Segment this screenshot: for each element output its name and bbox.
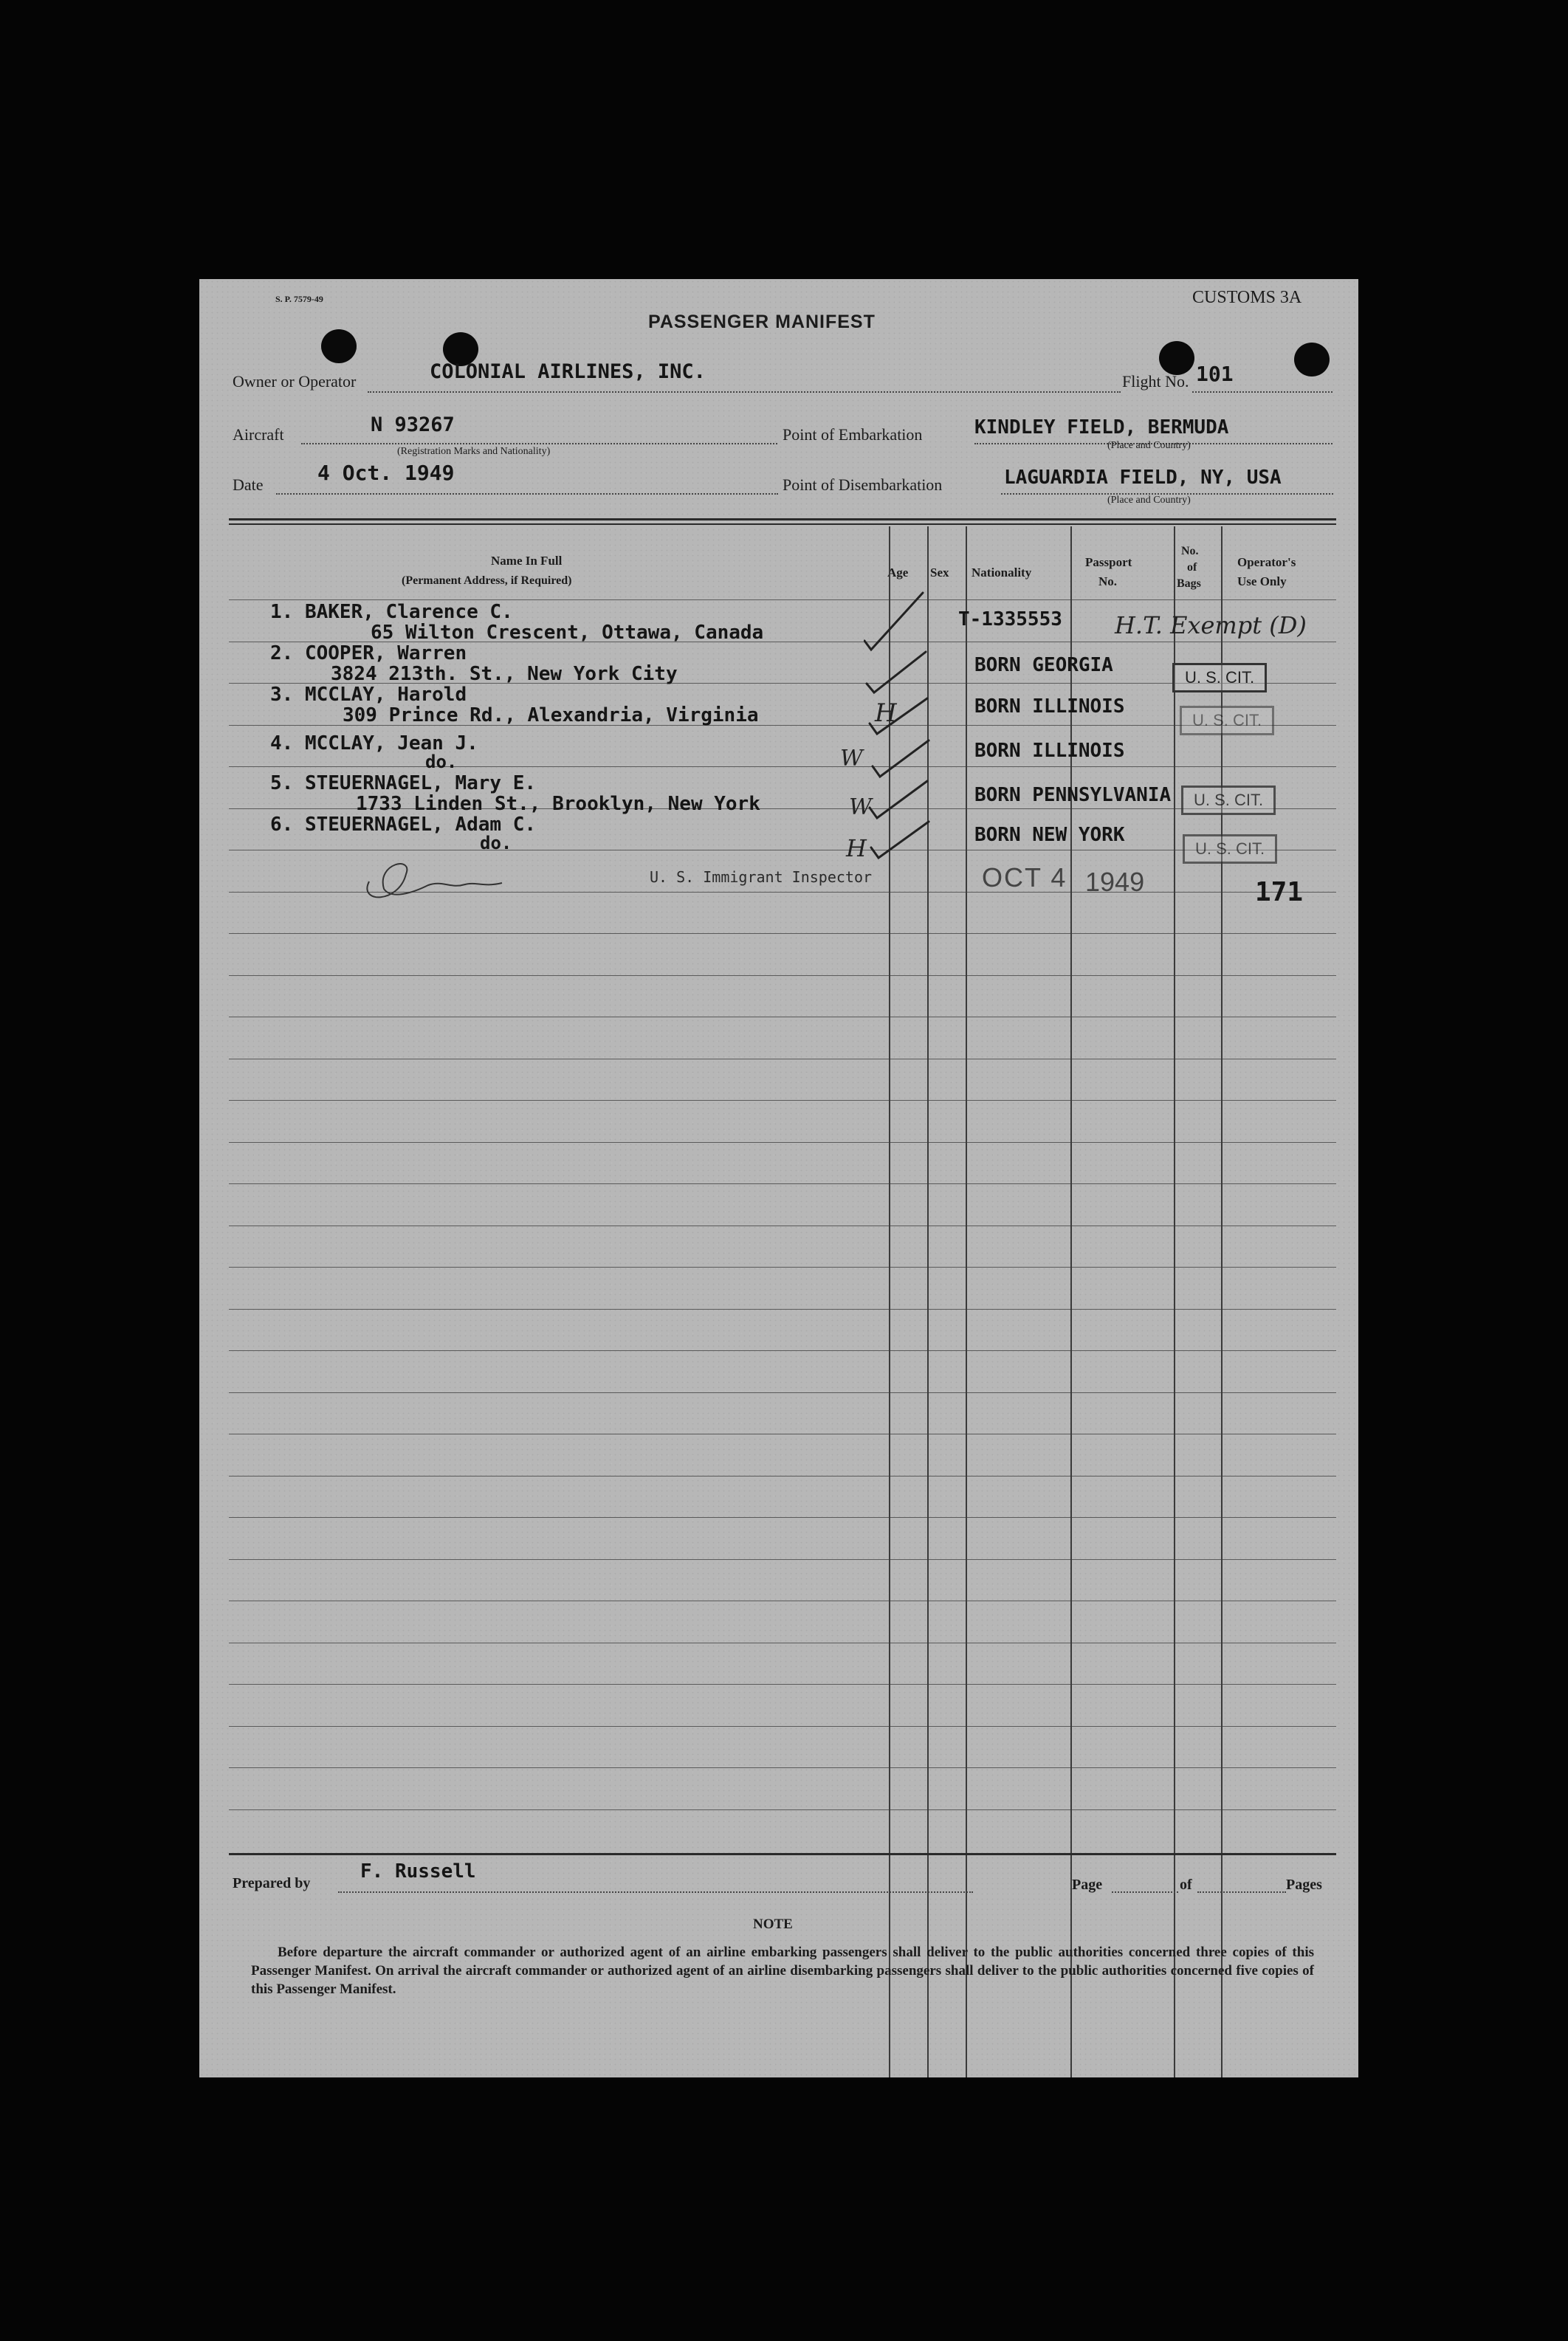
col-passport-header-2: No. <box>1098 574 1118 588</box>
col-age-header: Age <box>887 566 909 580</box>
aircraft-underline <box>301 443 777 444</box>
place-note-2: (Place and Country) <box>1107 495 1191 506</box>
header-rule <box>229 523 1336 525</box>
ruled-line <box>229 1392 1336 1393</box>
flight-label: Flight No. <box>1122 372 1189 391</box>
page-underline <box>1112 1891 1178 1893</box>
check-mark-icon <box>873 740 929 777</box>
passenger-6-address: do. <box>480 833 512 853</box>
col-bags-header: No. <box>1181 545 1199 557</box>
ruled-line <box>229 1517 1336 1518</box>
check-mark-icon <box>867 652 926 692</box>
manifest-sheet <box>199 279 1358 2077</box>
check-mark-icon <box>871 822 929 858</box>
embark-value: KINDLEY FIELD, BERMUDA <box>974 416 1229 439</box>
aircraft-label: Aircraft <box>233 425 284 444</box>
check-mark-icon <box>870 781 927 818</box>
col-name-sub: (Permanent Address, if Required) <box>402 574 572 587</box>
of-underline <box>1197 1891 1286 1893</box>
page-label: Page <box>1072 1877 1103 1893</box>
ruled-line <box>229 1100 1336 1101</box>
customs-label: CUSTOMS 3A <box>1192 288 1302 307</box>
col-bags-header-2: of <box>1187 561 1197 574</box>
disembark-label: Point of Disembarkation <box>783 475 943 494</box>
col-passport-header: Passport <box>1085 555 1132 569</box>
note-title: NOTE <box>753 1917 793 1932</box>
punch-hole <box>1159 341 1194 375</box>
passenger-2-name: 2. COOPER, Warren <box>270 642 467 664</box>
ruled-line <box>229 1726 1336 1727</box>
ruled-line <box>229 1225 1336 1226</box>
date-value: 4 Oct. 1949 <box>317 461 455 485</box>
aircraft-value: N 93267 <box>371 413 455 436</box>
punch-hole <box>321 329 357 363</box>
passenger-6-name: 6. STEUERNAGEL, Adam C. <box>270 814 537 836</box>
ruled-line <box>229 975 1336 976</box>
punch-hole <box>1294 343 1330 377</box>
check-mark-icon <box>870 698 927 734</box>
ruled-line <box>229 1809 1336 1810</box>
passenger-5-citizen-stamp: U. S. CIT. <box>1181 786 1276 815</box>
prepared-value: F. Russell <box>360 1860 476 1883</box>
disembark-value: LAGUARDIA FIELD, NY, USA <box>1004 467 1282 489</box>
ruled-line <box>229 1142 1336 1143</box>
place-note-1: (Place and Country) <box>1107 440 1191 451</box>
ruled-line <box>229 1267 1336 1268</box>
ruled-line <box>229 1767 1336 1768</box>
passenger-5-name: 5. STEUERNAGEL, Mary E. <box>270 772 537 794</box>
flight-underline <box>1192 391 1333 393</box>
passenger-6-sex: H <box>846 834 867 862</box>
col-operator-header: Operator's <box>1237 555 1296 569</box>
date-label: Date <box>233 475 264 494</box>
owner-label: Owner or Operator <box>233 372 357 391</box>
inspector-label: U. S. Immigrant Inspector <box>650 868 873 886</box>
passenger-3-name: 3. MCCLAY, Harold <box>270 684 467 706</box>
check-mark-icon <box>864 593 923 650</box>
passenger-6-citizen-stamp: U. S. CIT. <box>1183 834 1277 864</box>
ruled-line <box>229 1559 1336 1560</box>
ruled-line <box>229 1183 1336 1184</box>
pages-label: Pages <box>1286 1877 1322 1893</box>
passenger-2-address: 3824 213th. St., New York City <box>331 663 678 685</box>
col-bags-header-3: Bags <box>1177 577 1201 590</box>
inspection-stamp-year: 1949 <box>1085 867 1145 897</box>
ruled-line <box>229 933 1336 934</box>
passenger-5-nationality: BORN PENNSYLVANIA <box>974 784 1172 806</box>
ruled-line <box>229 1684 1336 1685</box>
header-rule <box>229 518 1336 520</box>
inspection-count: 171 <box>1255 877 1304 907</box>
age-check-marks <box>864 589 997 870</box>
registration-note: (Registration Marks and Nationality) <box>397 446 551 457</box>
prepared-label: Prepared by <box>233 1875 311 1891</box>
form-code: S. P. 7579-49 <box>275 294 323 304</box>
inspection-stamp-date: OCT 4 <box>982 862 1067 893</box>
ruled-line <box>229 766 1336 767</box>
form-title: PASSENGER MANIFEST <box>648 312 876 332</box>
col-sex-header: Sex <box>930 566 949 580</box>
owner-value: COLONIAL AIRLINES, INC. <box>430 360 706 383</box>
ruled-line <box>229 1309 1336 1310</box>
passenger-4-sex: W <box>840 746 863 771</box>
passenger-1-address: 65 Wilton Crescent, Ottawa, Canada <box>371 622 764 644</box>
ruled-line <box>229 1476 1336 1477</box>
passenger-4-address: do. <box>425 752 458 772</box>
passenger-6-nationality: BORN NEW YORK <box>974 824 1125 846</box>
date-underline <box>276 493 778 495</box>
passenger-2-citizen-stamp: U. S. CIT. <box>1172 663 1267 692</box>
prepared-underline <box>338 1891 973 1893</box>
ruled-line <box>229 599 1336 600</box>
passenger-1-note: H.T. Exempt (D) <box>1115 611 1307 639</box>
col-operator-header-2: Use Only <box>1237 574 1287 588</box>
passenger-4-nationality: BORN ILLINOIS <box>974 740 1125 762</box>
col-divider <box>1174 526 1175 2077</box>
passenger-1-passport: T-1335553 <box>958 608 1062 630</box>
col-nationality-header: Nationality <box>972 566 1032 580</box>
passenger-5-address: 1733 Linden St., Brooklyn, New York <box>356 793 760 815</box>
passenger-5-sex: W <box>849 794 872 820</box>
passenger-2-nationality: BORN GEORGIA <box>974 654 1113 676</box>
inspector-signature <box>354 859 517 911</box>
passenger-3-sex: H <box>875 698 897 728</box>
passenger-3-citizen-stamp: U. S. CIT. <box>1180 706 1274 735</box>
ruled-line <box>229 1350 1336 1351</box>
footer-rule <box>229 1853 1336 1855</box>
passenger-3-address: 309 Prince Rd., Alexandria, Virginia <box>343 704 759 726</box>
of-label: of <box>1180 1877 1192 1893</box>
passenger-3-nationality: BORN ILLINOIS <box>974 695 1125 718</box>
owner-underline <box>368 391 1121 393</box>
passenger-1-name: 1. BAKER, Clarence C. <box>270 601 513 623</box>
flight-value: 101 <box>1196 362 1234 386</box>
col-name-header: Name In Full <box>491 554 563 568</box>
note-text: Before departure the aircraft commander or authorized agent of an airline embarking passengers shall deliver to the public authorities concerned three copies of this Passenger Manifest. On arrival the aircraft commander or authorized agent of an airline disembarking passengers shall deliver to the public authorities concerned five copies of this Passenger Manifest. <box>251 1945 1314 1997</box>
embark-label: Point of Embarkation <box>783 425 923 444</box>
col-divider <box>1221 526 1223 2077</box>
passenger-4-name: 4. MCCLAY, Jean J. <box>270 732 478 754</box>
